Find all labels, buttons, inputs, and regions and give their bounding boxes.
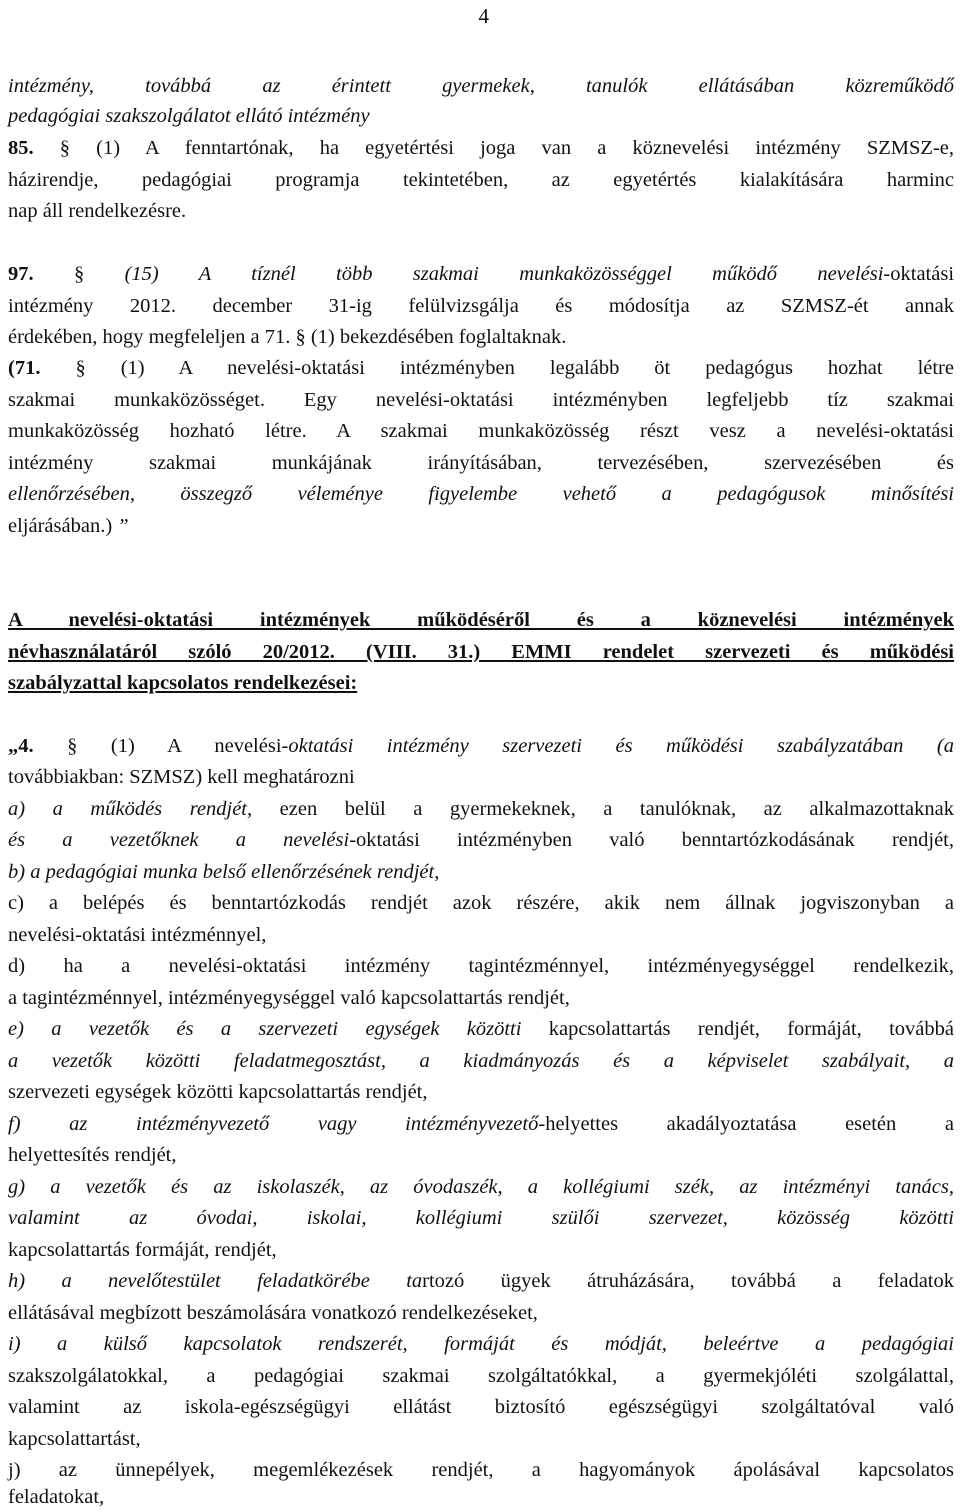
text-line: feladatokat, xyxy=(8,1486,105,1508)
text-line: szakmai munkaközösséget. Egy nevelési-oktatási intézményben legfeljebb tíz szakmai xyxy=(8,389,954,411)
text-line: szervezeti egységek közötti kapcsolattartás rendjét, xyxy=(8,1081,428,1103)
section-number: 97. xyxy=(8,263,34,285)
section-heading: A nevelési-oktatási intézmények működéséről és a köznevelési intézmények xyxy=(8,609,954,631)
text-line: szakszolgálatokkal, a pedagógiai szakmai szolgáltatókkal, a gyermekjóléti szolgálattal, xyxy=(8,1365,954,1387)
text-line: valamint az iskola-egészségügyi ellátást biztosító egészségügyi szolgáltatóval való xyxy=(8,1396,954,1418)
text-line: kapcsolattartást, xyxy=(8,1428,141,1450)
text-line: házirendje, pedagógiai programja tekintetében, az egyetértés kialakítására harminc xyxy=(8,169,954,191)
page-number: 4 xyxy=(478,4,489,28)
text-line: d) ha a nevelési-oktatási intézmény tagintézménnyel, intézményegységgel rendelkezik, xyxy=(8,955,954,977)
text-line: c) a belépés és benntartózkodás rendjét azok részére, akik nem állnak jogviszonyban a xyxy=(8,892,954,914)
text-line: és a vezetőknek a nevelési-oktatási intézményben való benntartózkodásának rendjét, xyxy=(8,829,954,851)
text-line: „4. § (1) A nevelési-oktatási intézmény szervezeti és működési szabályzatában (a xyxy=(8,735,954,757)
text-line: 85. § (1) A fenntartónak, ha egyetértési joga van a köznevelési intézmény SZMSZ-e, xyxy=(8,137,954,159)
text-line: helyettesítés rendjét, xyxy=(8,1144,177,1166)
text-line: eljárásában.) ” xyxy=(8,515,129,537)
text-line: érdekében, hogy megfeleljen a 71. § (1) bekezdésében foglaltaknak. xyxy=(8,326,567,348)
text-line: (71. § (1) A nevelési-oktatási intézményben legalább öt pedagógus hozhat létre xyxy=(8,357,954,379)
text-line: e) a vezetők és a szervezeti egységek közötti kapcsolattartás rendjét, formáját, továbbá xyxy=(8,1018,954,1040)
text-line: kapcsolattartás formáját, rendjét, xyxy=(8,1239,277,1261)
section-number: „4. xyxy=(8,735,34,757)
text-line: valamint az óvodai, iskolai, kollégiumi szülői szervezet, közösség közötti xyxy=(8,1207,954,1229)
text-line: 97. § (15) A tíznél több szakmai munkaközösséggel működő nevelési-oktatási xyxy=(8,263,955,285)
text-line: intézmény 2012. december 31-ig felülvizsgálja és módosítja az SZMSZ-ét annak xyxy=(8,295,954,317)
text-line: a tagintézménnyel, intézményegységgel való kapcsolattartás rendjét, xyxy=(8,987,570,1009)
text-line: munkaközösség hozható létre. A szakmai munkaközösség részt vesz a nevelési-oktatási xyxy=(8,420,954,442)
text-line: b) a pedagógiai munka belső ellenőrzésének rendjét, xyxy=(8,861,440,883)
text-line: f) az intézményvezető vagy intézményvezető-helyettes akadályoztatása esetén a xyxy=(8,1113,955,1135)
section-heading: névhasználatáról szóló 20/2012. (VIII. 31.) EMMI rendelet szervezeti és működési xyxy=(8,641,954,663)
text-line: g) a vezetők és az iskolaszék, az óvodaszék, a kollégiumi szék, az intézményi tanács, xyxy=(8,1176,954,1198)
text-line: ellátásával megbízott beszámolására vonatkozó rendelkezéseket, xyxy=(8,1302,538,1324)
text-line: nevelési-oktatási intézménnyel, xyxy=(8,924,267,946)
text-line: intézmény, továbbá az érintett gyermekek, tanulók ellátásában közreműködő xyxy=(8,75,954,97)
section-heading: szabályzattal kapcsolatos rendelkezései: xyxy=(8,672,358,694)
text-line: intézmény szakmai munkájának irányításában, tervezésében, szervezésében és xyxy=(8,452,954,474)
text-line: pedagógiai szakszolgálatot ellátó intézmény xyxy=(8,105,370,127)
section-number: 85. xyxy=(8,137,34,159)
text-line: ellenőrzésében, összegző véleménye figyelembe vehető a pedagógusok minősítési xyxy=(8,483,954,505)
section-number: (71. xyxy=(8,357,41,379)
text-line: továbbiakban: SZMSZ) kell meghatározni xyxy=(8,766,355,788)
text-line: a) a működés rendjét, ezen belül a gyermekeknek, a tanulóknak, az alkalmazottaknak xyxy=(8,798,954,820)
text-line: j) az ünnepélyek, megemlékezések rendjét, a hagyományok ápolásával kapcsolatos xyxy=(8,1459,954,1481)
text-line: a vezetők közötti feladatmegosztást, a kiadmányozás és a képviselet szabályait, a xyxy=(8,1050,954,1072)
text-line: nap áll rendelkezésre. xyxy=(8,200,187,222)
text-line: i) a külső kapcsolatok rendszerét, formáját és módját, beleértve a pedagógiai xyxy=(8,1333,954,1355)
text-line: h) a nevelőtestület feladatkörébe tartozó ügyek átruházására, továbbá a feladatok xyxy=(8,1270,954,1292)
